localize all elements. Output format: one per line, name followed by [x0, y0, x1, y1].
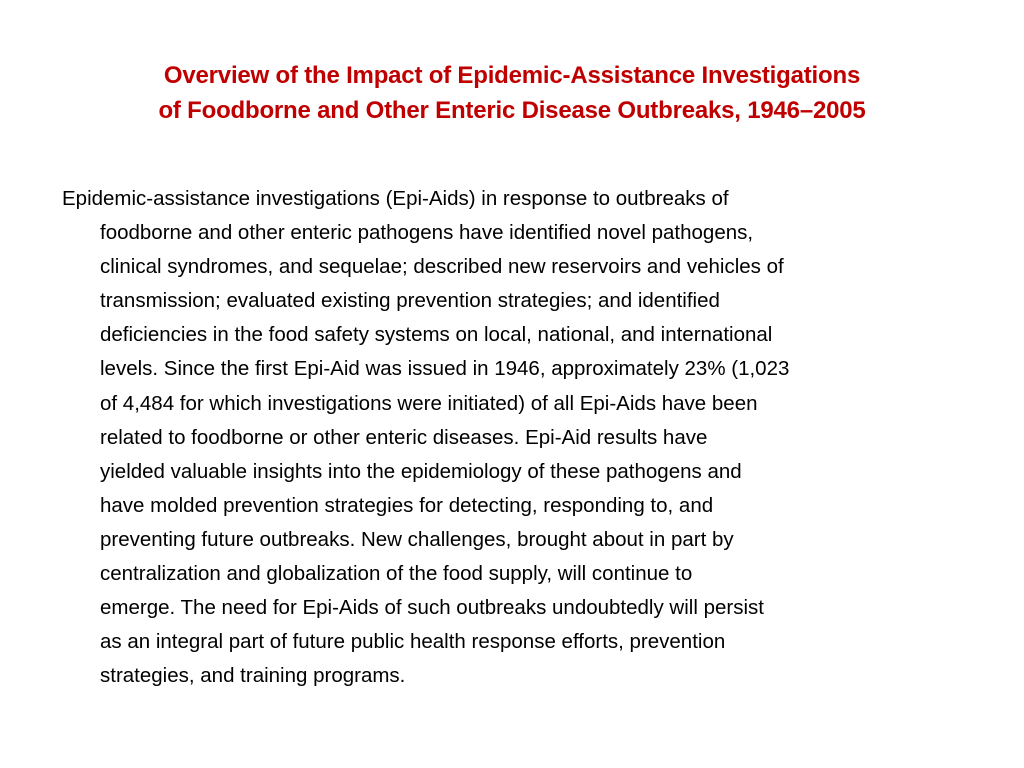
- title-line-2: of Foodborne and Other Enteric Disease Outbreaks, 1946–2005: [158, 97, 866, 124]
- body-line-2: foodborne and other enteric pathogens have identified novel pathogens,: [100, 221, 754, 245]
- body-line-1: Epidemic-assistance investigations (Epi-Aids) in response to outbreaks of: [62, 187, 729, 210]
- body-line-10: have molded prevention strategies for detecting, responding to, and: [100, 493, 714, 517]
- body-line-5: deficiencies in the food safety systems on local, national, and international: [100, 323, 773, 347]
- body-line-13: emerge. The need for Epi-Aids of such outbreaks undoubtedly will persist: [100, 596, 764, 620]
- body-line-7: of 4,484 for which investigations were initiated) of all Epi-Aids have been: [100, 391, 758, 415]
- slide-title: [40, 58, 984, 128]
- body-line-12: centralization and globalization of the food supply, will continue to: [100, 562, 693, 586]
- body-line-11: preventing future outbreaks. New challenges, brought about in part by: [100, 527, 734, 551]
- body-line-4: transmission; evaluated existing prevention strategies; and identified: [100, 289, 720, 313]
- body-line-14: as an integral part of future public health response efforts, prevention: [100, 630, 726, 654]
- body-line-15: strategies, and training programs.: [100, 664, 406, 688]
- body-line-6: levels. Since the first Epi-Aid was issued in 1946, approximately 23% (1,023: [100, 357, 790, 381]
- title-line-1: Overview of the Impact of Epidemic-Assistance Investigations: [163, 62, 861, 89]
- body-line-9: yielded valuable insights into the epidemiology of these pathogens and: [100, 459, 742, 483]
- body-line-3: clinical syndromes, and sequelae; described new reservoirs and vehicles of: [100, 255, 784, 279]
- slide-body-paragraph: [62, 182, 974, 693]
- body-line-8: related to foodborne or other enteric diseases. Epi-Aid results have: [100, 425, 708, 449]
